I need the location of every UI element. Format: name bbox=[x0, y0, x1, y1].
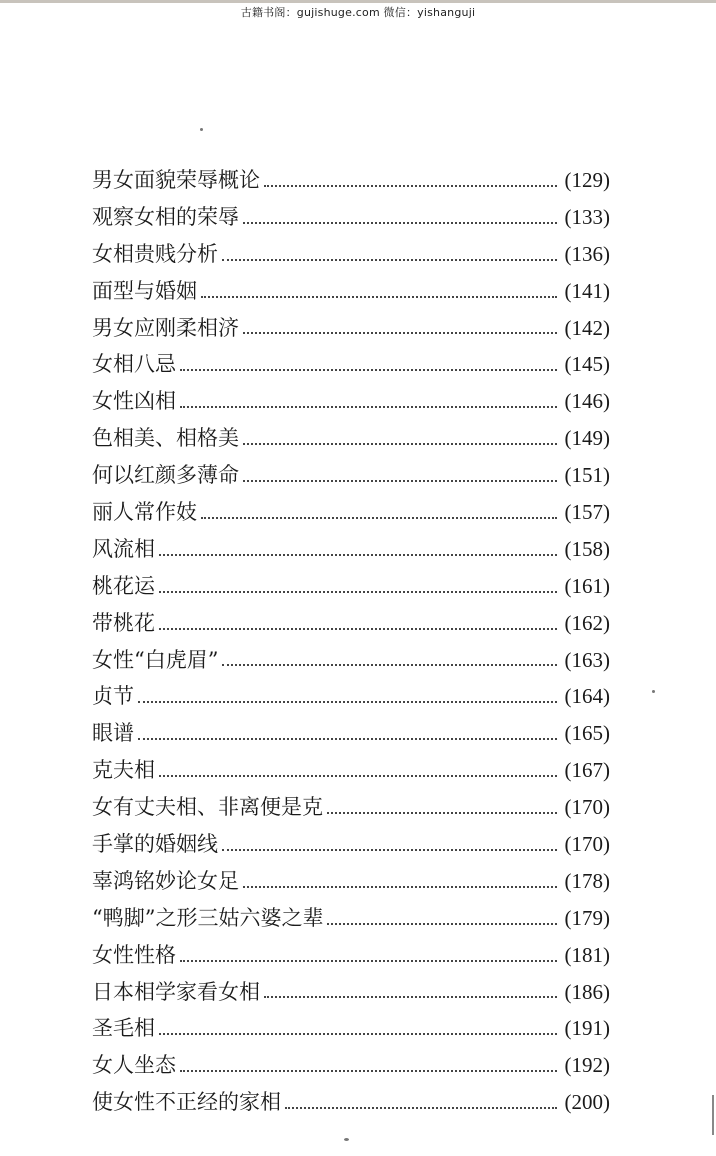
toc-entry-title: 手掌的婚姻线 bbox=[92, 832, 218, 857]
table-of-contents bbox=[92, 162, 610, 1121]
toc-entry-title: 面型与婚姻 bbox=[92, 278, 197, 303]
toc-entry bbox=[92, 346, 610, 383]
dot-leader bbox=[201, 296, 557, 298]
dot-leader bbox=[222, 664, 556, 666]
toc-entry-page-number: (163) bbox=[564, 647, 610, 672]
dot-leader bbox=[243, 332, 557, 334]
toc-entry bbox=[92, 974, 610, 1011]
toc-entry-title: 贞节 bbox=[92, 684, 134, 709]
toc-entry-page-number: (133) bbox=[564, 204, 610, 229]
toc-entry-page-number: (181) bbox=[564, 942, 610, 967]
dot-leader bbox=[180, 960, 557, 962]
toc-entry-page-number: (136) bbox=[564, 241, 610, 266]
toc-entry-page-number: (161) bbox=[564, 573, 610, 598]
toc-entry-title: 男女应刚柔相济 bbox=[92, 315, 239, 340]
toc-entry bbox=[92, 937, 610, 974]
toc-entry bbox=[92, 715, 610, 752]
toc-entry-title: “鸭脚”之形三姑六婆之辈 bbox=[92, 905, 324, 930]
toc-entry-page-number: (165) bbox=[564, 721, 610, 746]
scan-speck bbox=[652, 690, 655, 693]
toc-entry-title: 桃花运 bbox=[92, 573, 155, 598]
toc-entry-title: 带桃花 bbox=[92, 610, 155, 635]
dot-leader bbox=[180, 406, 557, 408]
dot-leader bbox=[159, 628, 557, 630]
dot-leader bbox=[201, 517, 557, 519]
dot-leader bbox=[243, 222, 557, 224]
toc-entry-page-number: (142) bbox=[564, 315, 610, 340]
dot-leader bbox=[159, 554, 557, 556]
toc-entry-page-number: (192) bbox=[564, 1053, 610, 1078]
toc-entry-title: 女人坐态 bbox=[92, 1053, 176, 1078]
toc-entry-title: 丽人常作妓 bbox=[92, 500, 197, 525]
dot-leader bbox=[285, 1107, 557, 1109]
toc-entry-title: 女性性格 bbox=[92, 942, 176, 967]
dot-leader bbox=[243, 886, 557, 888]
toc-entry-title: 圣毛相 bbox=[92, 1016, 155, 1041]
toc-entry-page-number: (200) bbox=[564, 1090, 610, 1115]
dot-leader bbox=[180, 369, 557, 371]
toc-entry bbox=[92, 678, 610, 715]
toc-entry-page-number: (170) bbox=[564, 795, 610, 820]
toc-entry-page-number: (170) bbox=[564, 832, 610, 857]
toc-entry-title: 何以红颜多薄命 bbox=[92, 463, 239, 488]
toc-entry-title: 女性“白虎眉” bbox=[92, 647, 219, 672]
toc-entry-page-number: (141) bbox=[564, 278, 610, 303]
scan-speck bbox=[344, 1138, 349, 1141]
toc-entry bbox=[92, 310, 610, 347]
dot-leader bbox=[159, 591, 557, 593]
dot-leader bbox=[264, 996, 557, 998]
toc-entry-title: 使女性不正经的家相 bbox=[92, 1090, 281, 1115]
toc-entry-page-number: (151) bbox=[564, 463, 610, 488]
dot-leader bbox=[243, 443, 557, 445]
toc-entry-page-number: (178) bbox=[564, 868, 610, 893]
toc-entry-title: 日本相学家看女相 bbox=[92, 979, 260, 1004]
toc-entry-title: 观察女相的荣辱 bbox=[92, 204, 239, 229]
toc-entry bbox=[92, 494, 610, 531]
toc-entry bbox=[92, 1047, 610, 1084]
toc-entry-page-number: (157) bbox=[564, 500, 610, 525]
scan-speck bbox=[200, 128, 203, 131]
toc-entry bbox=[92, 789, 610, 826]
toc-entry bbox=[92, 236, 610, 273]
toc-entry-title: 辜鸿铭妙论女足 bbox=[92, 868, 239, 893]
dot-leader bbox=[222, 849, 557, 851]
toc-entry-title: 眼谱 bbox=[92, 721, 134, 746]
dot-leader bbox=[180, 1070, 557, 1072]
toc-entry-title: 女相贵贱分析 bbox=[92, 241, 218, 266]
dot-leader bbox=[327, 923, 556, 925]
toc-entry bbox=[92, 1084, 610, 1121]
dot-leader bbox=[264, 185, 557, 187]
scan-edge-mark bbox=[712, 1095, 714, 1135]
toc-entry bbox=[92, 162, 610, 199]
dot-leader bbox=[159, 1033, 557, 1035]
toc-entry bbox=[92, 457, 610, 494]
toc-entry-page-number: (146) bbox=[564, 389, 610, 414]
dot-leader bbox=[159, 775, 557, 777]
dot-leader bbox=[222, 259, 557, 261]
toc-entry-title: 女有丈夫相、非离便是克 bbox=[92, 795, 323, 820]
toc-entry-page-number: (129) bbox=[564, 168, 610, 192]
dot-leader bbox=[327, 812, 557, 814]
toc-entry bbox=[92, 605, 610, 642]
toc-entry-page-number: (145) bbox=[564, 352, 610, 377]
toc-entry-page-number: (158) bbox=[564, 536, 610, 561]
toc-entry bbox=[92, 531, 610, 568]
toc-entry bbox=[92, 420, 610, 457]
toc-entry-page-number: (167) bbox=[564, 758, 610, 783]
toc-entry-title: 克夫相 bbox=[92, 758, 155, 783]
toc-entry bbox=[92, 383, 610, 420]
toc-entry bbox=[92, 863, 610, 900]
toc-entry-page-number: (162) bbox=[564, 610, 610, 635]
toc-entry-page-number: (149) bbox=[564, 426, 610, 451]
toc-entry-page-number: (164) bbox=[564, 684, 610, 709]
toc-entry-page-number: (179) bbox=[564, 905, 610, 930]
dot-leader bbox=[243, 480, 557, 482]
toc-entry-title: 风流相 bbox=[92, 536, 155, 561]
toc-entry bbox=[92, 642, 610, 679]
toc-entry-page-number: (186) bbox=[564, 979, 610, 1004]
dot-leader bbox=[138, 701, 557, 703]
toc-entry bbox=[92, 1010, 610, 1047]
toc-entry-page-number: (191) bbox=[564, 1016, 610, 1041]
toc-entry-title: 女相八忌 bbox=[92, 352, 176, 377]
toc-entry-title: 女性凶相 bbox=[92, 389, 176, 414]
toc-entry-title: 男女面貌荣辱概论 bbox=[92, 168, 260, 192]
toc-entry bbox=[92, 752, 610, 789]
toc-entry bbox=[92, 826, 610, 863]
watermark-text: 古籍书阁：gujishuge.com 微信：yishanguji bbox=[240, 6, 476, 19]
top-border-strip bbox=[0, 0, 716, 3]
toc-entry bbox=[92, 900, 610, 937]
toc-entry-title: 色相美、相格美 bbox=[92, 426, 239, 451]
toc-entry bbox=[92, 199, 610, 236]
toc-entry bbox=[92, 568, 610, 605]
dot-leader bbox=[138, 738, 557, 740]
toc-entry bbox=[92, 273, 610, 310]
